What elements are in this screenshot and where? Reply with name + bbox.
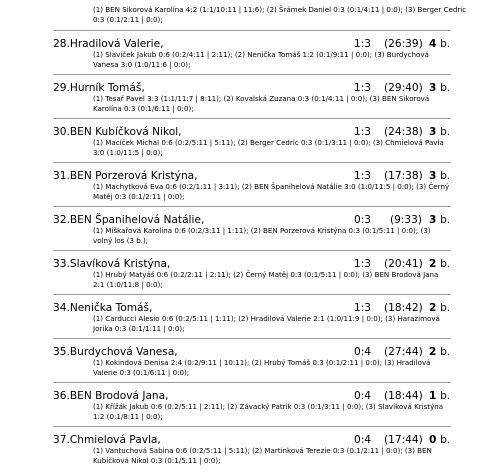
result-entry: [53, 162, 451, 208]
player-name-text: Nenička Tomáš,: [69, 302, 153, 314]
player-name-text: BEN Kubíčková Nikol,: [69, 126, 182, 138]
result-entry: [53, 250, 451, 296]
match-details: (1) Hrubý Matyáš 0:6 (0:2/2:11 | 2:11); (2) Černý Matěj 0:3 (0:1/5:11 | 0:0); (3) BEN Brodová Jana 2:1 (1:0/11:8 | 0:0);: [93, 270, 439, 289]
points-ratio: (24:38): [384, 126, 423, 138]
player-rank: 31.: [53, 170, 70, 182]
match-details: (1) Vantuchová Sabina 0:6 (0:2/5:11 | 5:11); (2) Martinková Terezie 0:3 (0:1/2:11 | 0:0); (3) BEN Kubíčková Nikol 0:3 (0:1/5:11 | 0:0);: [93, 446, 432, 465]
points-unit: b.: [440, 126, 451, 138]
player-name-text: BEN Brodová Jana,: [69, 390, 169, 402]
entry-divider: [53, 74, 451, 75]
match-details: (1) Kokindová Denisa 2:4 (0:2/9:11 | 10:11); (2) Hrubý Tomáš 0:3 (0:1/2:11 | 0:0); (3) Hradilová Valerie 0:3 (0:1/6:11 | 0:0);: [93, 358, 431, 377]
player-name-text: Slavíková Kristýna,: [69, 258, 171, 270]
points-ratio: (20:41): [384, 258, 423, 270]
entry-divider: [53, 118, 451, 119]
player-name: [53, 433, 161, 447]
match-details: (1) Machytková Eva 0:6 (0:2/1:11 | 3:11); (2) BEN Španihelová Natálie 3:0 (1:0/11:5 | 0:0); (3) Černý Matěj 0:3 (0:1/2:11 | 0:0);: [93, 182, 450, 201]
entry-divider: [53, 426, 451, 427]
player-name: [53, 389, 169, 403]
match-details: (1) Carducci Alesio 0:6 (0:2/5:11 | 1:11); (2) Hradilová Valerie 2:1 (1:0/11:9 | 0:0); (3) Harazimová Jorika 0:3 (0:1/1:11 | 0:0);: [93, 314, 440, 333]
match-details: (1) Slavíček Jakub 0:6 (0:2/4:11 | 2:11); (2) Nenička Tomáš 1:2 (0:1/9:11 | 0:0); (3) Burdychová Vanesa 3:0 (1:0/11:6 | 0:0);: [93, 50, 429, 69]
match-score: 0:4: [354, 346, 372, 358]
points-ratio: (27:44): [384, 346, 423, 358]
points-unit: b.: [440, 258, 451, 270]
match-score: 0:3: [354, 214, 372, 226]
match-details: (1) Macíček Michal 0:6 (0:2/5:11 | 5:11); (2) Berger Cedric 0:3 (0:1/3:11 | 0:0); (3) Chmielová Pavla 3:0 (1:0/11:5 | 0:0);: [93, 138, 444, 157]
entry-header: [53, 301, 451, 315]
points-ratio: (9:33): [389, 214, 422, 226]
player-name-text: Chmielová Pavla,: [69, 434, 161, 446]
player-name: [53, 301, 152, 315]
total-points-value: 1: [429, 390, 437, 402]
player-name: [53, 81, 145, 95]
entry-divider: [53, 250, 451, 251]
player-name-text: BEN Španihelová Natálie,: [69, 214, 205, 226]
result-entry: [53, 30, 451, 76]
total-points-value: 2: [429, 258, 437, 270]
result-entry: [53, 426, 451, 472]
player-name-text: Burdychová Vanesa,: [69, 346, 178, 358]
points-ratio: (17:44): [384, 434, 423, 446]
total-points-value: 2: [429, 346, 437, 358]
entry-header: [53, 257, 451, 271]
points-ratio: (18:44): [384, 390, 423, 402]
total-points: [429, 433, 450, 447]
result-entry: [53, 118, 451, 164]
total-points: [429, 125, 450, 139]
total-points: [429, 213, 450, 227]
total-points-value: 3: [429, 126, 437, 138]
entry-divider: [53, 206, 451, 207]
player-name: [53, 169, 198, 183]
total-points: [429, 169, 450, 183]
match-score: 1:3: [354, 302, 372, 314]
points-unit: b.: [440, 390, 451, 402]
entry-header: [53, 213, 451, 227]
match-score: 0:4: [354, 390, 372, 402]
points-ratio: (29:40): [384, 82, 423, 94]
entry-header: [53, 169, 451, 183]
entry-header: [53, 389, 451, 403]
player-name: [53, 345, 178, 359]
points-ratio: (18:42): [384, 302, 423, 314]
entry-divider: [53, 338, 451, 339]
match-score: 1:3: [354, 82, 372, 94]
entry-header: [53, 37, 451, 51]
result-entry: [53, 294, 451, 340]
total-points: [429, 389, 450, 403]
points-unit: b.: [440, 302, 451, 314]
player-rank: 32.: [53, 214, 70, 226]
total-points: [429, 345, 450, 359]
player-name: [53, 257, 170, 271]
total-points-value: 3: [429, 170, 437, 182]
player-rank: 35.: [53, 346, 70, 358]
player-rank: 34.: [53, 302, 70, 314]
entry-header: [53, 345, 451, 359]
player-rank: 28.: [53, 38, 70, 50]
player-name: [53, 37, 163, 51]
result-entry: [53, 338, 451, 384]
entry-header: [53, 433, 451, 447]
player-name: [53, 125, 182, 139]
total-points-value: 0: [429, 434, 437, 446]
entry-divider: [53, 294, 451, 295]
result-entry: [53, 206, 451, 252]
result-entry: [53, 74, 451, 120]
entry-header: [53, 81, 451, 95]
points-unit: b.: [440, 346, 451, 358]
total-points-value: 3: [429, 214, 437, 226]
player-rank: 33.: [53, 258, 70, 270]
player-name-text: Hradilová Valerie,: [69, 38, 164, 50]
match-score: 1:3: [354, 38, 372, 50]
total-points: [429, 81, 450, 95]
total-points: [429, 37, 450, 51]
total-points: [429, 301, 450, 315]
points-unit: b.: [440, 170, 451, 182]
total-points-value: 4: [429, 38, 437, 50]
player-name-text: BEN Porzerová Kristýna,: [69, 170, 198, 182]
match-score: 0:4: [354, 434, 372, 446]
entry-divider: [53, 162, 451, 163]
player-name: [53, 213, 204, 227]
player-rank: 30.: [53, 126, 70, 138]
match-score: 1:3: [354, 170, 372, 182]
match-score: 1:3: [354, 258, 372, 270]
points-unit: b.: [440, 434, 451, 446]
points-unit: b.: [440, 82, 451, 94]
match-details: (1) Miškařová Karolína 0:6 (0:2/3:11 | 1:11); (2) BEN Porzerová Kristýna 0:3 (0:1/5:11 | 0:0); (3) volný los (3 b.);: [93, 226, 431, 245]
points-unit: b.: [440, 214, 451, 226]
total-points-value: 3: [429, 82, 437, 94]
player-rank: 36.: [53, 390, 70, 402]
player-rank: 29.: [53, 82, 70, 94]
previous-entry-detail: (1) BEN Sikorová Karolína 4:2 (1:1/10:11 | 11:6); (2) Šrámek Daniel 0:3 (0:1/4:11 | 0:0); (3) Berger Cedric 0:3 (0:1/2:11 | 0:0);: [93, 5, 467, 24]
match-details: (1) Tesař Pavel 3:3 (1:1/11:7 | 8:11); (2) Kovalská Zuzana 0:3 (0:1/4:11 | 0:0); (3) BEN Sikorová Karolína 0:3 (0:1/6:11 | 0:0);: [93, 94, 430, 113]
player-rank: 37.: [53, 434, 70, 446]
player-name-text: Hurník Tomáš,: [69, 82, 145, 94]
points-ratio: (26:39): [384, 38, 423, 50]
entry-header: [53, 125, 451, 139]
entry-divider: [53, 382, 451, 383]
total-points-value: 2: [429, 302, 437, 314]
entry-divider: [53, 30, 451, 31]
total-points: [429, 257, 450, 271]
result-entry: [53, 382, 451, 428]
match-score: 1:3: [354, 126, 372, 138]
points-ratio: (17:38): [384, 170, 423, 182]
points-unit: b.: [440, 38, 451, 50]
match-details: (1) Křížák Jakub 0:6 (0:2/5:11 | 2:11); (2) Závacký Patrik 0:3 (0:1/3:11 | 0:0); (3) Slavíková Kristýna 1:2 (0:1/8:11 | 0:0);: [93, 402, 444, 421]
